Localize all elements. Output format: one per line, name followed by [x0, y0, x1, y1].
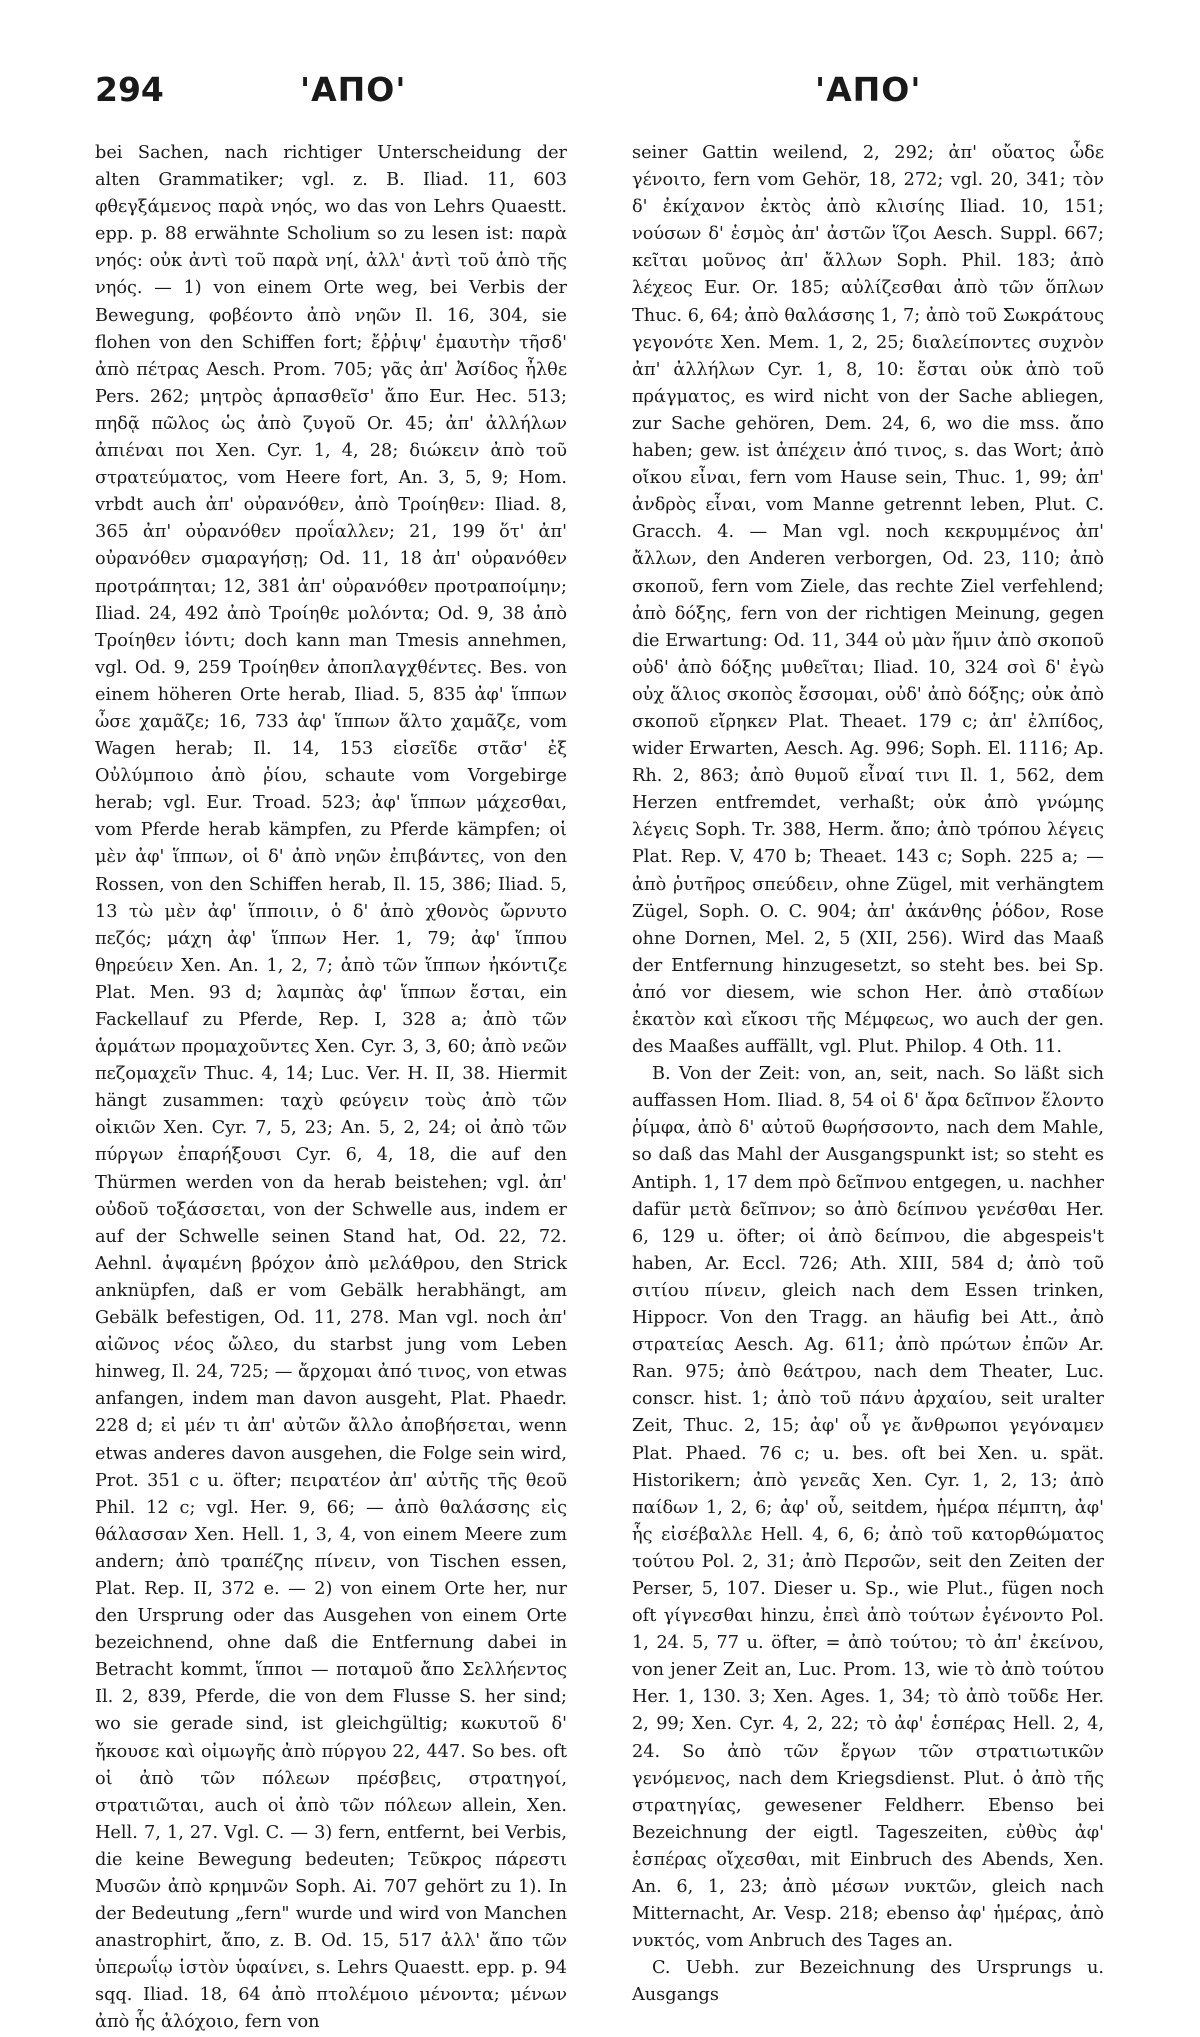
- page-header: [95, 70, 1105, 120]
- guide-word-left: 'ΑΠΟ': [300, 70, 407, 109]
- left-column-paragraph: bei Sachen, nach richtiger Unterscheidung der alten Grammatiker; vgl. z. B. Iliad. 11, 603 φθεγξάμενος παρὰ νηός, wo das von Lehrs Quaestt. epp. p. 88 erwähnte Scholium so zu lesen ist: παρὰ νηός: οὐκ ἀντὶ τοῦ παρὰ νηί, ἀλλ' ἀντὶ τοῦ ἀπὸ τῆς νηός. — 1) von einem Orte weg, bei Verbis der Bewegung, φοβέοντο ἀπὸ νηῶν Il. 16, 304, sie flohen von den Schiffen fort; ἔῤῥιψ' ἐμαυτὴν τῆσδ' ἀπὸ πέτρας Aesch. Prom. 705; γᾶς ἀπ' Ἀσίδος ἦλθε Pers. 262; μητρὸς ἁρπασθεῖσ' ἄπο Eur. Hec. 513; πηδᾷ πῶλος ὡς ἀπὸ ζυγοῦ Or. 45; ἀπ' ἀλλήλων ἀπιέναι ποι Xen. Cyr. 1, 4, 28; διώκειν ἀπὸ τοῦ στρατεύματος, vom Heere fort, An. 3, 5, 9; Hom. vrbdt auch ἀπ' οὐρανόθεν, ἀπὸ Τροίηθεν: Iliad. 8, 365 ἀπ' οὐρανόθεν προΐαλλεν; 21, 199 ὅτ' ἀπ' οὐρανόθεν σμαραγήσῃ; Od. 11, 18 ἀπ' οὐρανόθεν προτράπηται; 12, 381 ἀπ' οὐρανόθεν προτραποίμην; Iliad. 24, 492 ἀπὸ Τροίηθε μολόντα; Od. 9, 38 ἀπὸ Τροίηθεν ἰόντι; doch kann man Tmesis annehmen, vgl. Od. 9, 259 Τροίηθεν ἀποπλαγχθέντες. Bes. von einem höheren Orte herab, Iliad. 5, 835 ἀφ' ἵππων ὦσε χαμᾶζε; 16, 733 ἀφ' ἵππων ἅλτο χαμᾶζε, vom Wagen herab; Il. 14, 153 εἰσεῖδε στᾶσ' ἐξ Οὐλύμποιο ἀπὸ ῥίου, schaute vom Vorgebirge herab; vgl. Eur. Troad. 523; ἀφ' ἵππων μάχεσθαι, vom Pferde herab kämpfen, zu Pferde kämpfen; οἱ μὲν ἀφ' ἵππων, οἱ δ' ἀπὸ νηῶν ἐπιβάντες, von den Rossen, von den Schiffen herab, Il. 15, 386; Iliad. 5, 13 τὼ μὲν ἀφ' ἵπποιιν, ὁ δ' ἀπὸ χθονὸς ὤρνυτο πεζός; μάχη ἀφ' ἵππων Her. 1, 79; ἀφ' ἵππου θηρεύειν Xen. An. 1, 2, 7; ἀπὸ τῶν ἵππων ἠκόντιζε Plat. Men. 93 d; λαμπὰς ἀφ' ἵππων ἔσται, ein Fackellauf zu Pferde, Rep. I, 328 a; ἀπὸ τῶν ἁρμάτων προμαχοῦντες Xen. Cyr. 3, 3, 60; ἀπὸ νεῶν πεζομαχεῖν Thuc. 4, 14; Luc. Ver. H. II, 38. Hiermit hängt zusammen: ταχὺ φεύγειν τοὺς ἀπὸ τῶν οἰκιῶν Xen. Cyr. 7, 5, 23; An. 5, 2, 24; οἱ ἀπὸ τῶν πύργων ἐπαρήξουσι Cyr. 6, 4, 18, die auf den Thürmen werden von da herab beistehen; vgl. ἀπ' οὐδοῦ τοξάσσεται, von der Schwelle aus, indem er auf der Schwelle seinen Stand hat, Od. 22, 72. Aehnl. ἁψαμένη βρόχον ἀπὸ μελάθρου, den Strick anknüpfen, daß er vom Gebälk herabhängt, am Gebälk befestigen, Od. 11, 278. Man vgl. noch ἀπ' αἰῶνος νέος ὤλεο, du starbst jung vom Leben hinweg, Il. 24, 725; — ἄρχομαι ἀπό τινος, von etwas anfangen, indem man davon ausgeht, Plat. Phaedr. 228 d; εἰ μέν τι ἀπ' αὐτῶν ἄλλο ἀποβήσεται, wenn etwas anderes davon ausgehen, die Folge sein wird, Prot. 351 c u. öfter; πειρατέον ἀπ' αὐτῆς τῆς θεοῦ Phil. 12 c; vgl. Her. 9, 66; — ἀπὸ θαλάσσης εἰς θάλασσαν Xen. Hell. 1, 3, 4, von einem Meere zum andern; ἀπὸ τραπέζης πίνειν, von Tischen essen, Plat. Rep. II, 372 e. — 2) von einem Orte her, nur den Ursprung oder das Ausgehen von einem Orte bezeichnend, ohne daß die Entfernung dabei in Betracht kommt, ἵπποι — ποταμοῦ ἄπο Σελλήεντος Il. 2, 839, Pferde, die von dem Flusse S. her sind; wo sie gerade sind, ist gleichgültig; κωκυτοῦ δ' ἤκουσε καὶ οἰμωγῆς ἀπὸ πύργου 22, 447. So bes. oft οἱ ἀπὸ τῶν πόλεων πρέσβεις, στρατηγοί, στρατιῶται, auch οἱ ἀπὸ τῶν πόλεων allein, Xen. Hell. 7, 1, 27. Vgl. C. — 3) fern, entfernt, bei Verbis, die keine Bewegung bedeuten; Τεῦκρος πάρεστι Μυσῶν ἀπὸ κρημνῶν Soph. Ai. 707 gehört zu 1). In der Bedeutung „fern" wurde und wird von Manchen anastrophirt, ἄπο, z. B. Od. 15, 517 ἀλλ' ἄπο τῶν ὑπερωΐῳ ἱστὸν ὑφαίνει, s. Lehrs Quaestt. epp. p. 94 sqq. Iliad. 18, 64 ἀπὸ πτολέμοιο μένοντα; μένων ἀπὸ ἧς ἀλόχοιο, fern von: [95, 143, 567, 2033]
- page-number: 294: [95, 70, 164, 109]
- left-column: [95, 140, 567, 2033]
- right-column: [632, 140, 1104, 2006]
- guide-word-right: 'ΑΠΟ': [815, 70, 922, 109]
- section-b-paragraph: B. Von der Zeit: von, an, seit, nach. So läßt sich auffassen Hom. Iliad. 8, 54 οἱ δ' ἄρα δεῖπνον ἕλοντο ῥίμφα, ἀπὸ δ' αὐτοῦ θωρήσσοντο, nach dem Mahle, so daß das Mahl der Ausgangspunkt ist; so steht es Antiph. 1, 17 dem πρὸ δεῖπνου entgegen, u. nachher dafür μετὰ δεῖπνον; so ἀπὸ δείπνου γενέσθαι Her. 6, 129 u. öfter; οἱ ἀπὸ δείπνου, die abgespeis't haben, Ar. Eccl. 726; Ath. XIII, 584 d; ἀπὸ τοῦ σιτίου πίνειν, gleich nach dem Essen trinken, Hippocr. Von den Tragg. an häufig bei Att., ἀπὸ στρατείας Aesch. Ag. 611; ἀπὸ πρώτων ἐπῶν Ar. Ran. 975; ἀπὸ θεάτρου, nach dem Theater, Luc. conscr. hist. 1; ἀπὸ τοῦ πάνυ ἀρχαίου, seit uralter Zeit, Thuc. 2, 15; ἀφ' οὗ γε ἄνθρωποι γεγόναμεν Plat. Phaed. 76 c; u. bes. oft bei Xen. u. spät. Historikern; ἀπὸ γενεᾶς Xen. Cyr. 1, 2, 13; ἀπὸ παίδων 1, 2, 6; ἀφ' οὗ, seitdem, ἡμέρα πέμπτη, ἀφ' ἧς εἰσέβαλλε Hell. 4, 6, 6; ἀπὸ τοῦ κατορθώματος τούτου Pol. 2, 31; ἀπὸ Περσῶν, seit den Zeiten der Perser, 5, 107. Dieser u. Sp., wie Plut., fügen noch oft γίγνεσθαι hinzu, ἐπεὶ ἀπὸ τούτων ἐγένοντο Pol. 1, 24. 5, 77 u. öfter, = ἀπὸ τούτου; τὸ ἀπ' ἐκείνου, von jener Zeit an, Luc. Prom. 13, wie τὸ ἀπὸ τούτου Her. 1, 130. 3; Xen. Ages. 1, 34; τὸ ἀπὸ τοῦδε Her. 2, 99; Xen. Cyr. 4, 2, 22; τὸ ἀφ' ἑσπέρας Hell. 2, 4, 24. So ἀπὸ τῶν ἔργων τῶν στρατιωτικῶν γενόμενος, nach dem Kriegsdienst. Plut. ὁ ἀπὸ τῆς στρατηγίας, gewesener Feldherr. Ebenso bei Bezeichnung der eigtl. Tageszeiten, εὐθὺς ἀφ' ἑσπέρας οἴχεσθαι, mit Einbruch des Abends, Xen. An. 6, 1, 23; ἀπὸ μέσων νυκτῶν, gleich nach Mitternacht, Ar. Vesp. 218; ebenso ἀφ' ἡμέρας, ἀπὸ νυκτός, vom Anbruch des Tages an.: [632, 1064, 1104, 1952]
- right-column-paragraph-continuation: seiner Gattin weilend, 2, 292; ἀπ' οὔατος ὧδε γένοιτο, fern vom Gehör, 18, 272; vgl. 20, 341; τὸν δ' ἐκίχανον ἐκτὸς ἀπὸ κλισίης Iliad. 10, 151; νούσων δ' ἑσμὸς ἀπ' ἀστῶν ἵζοι Aesch. Suppl. 667; κεῖται μοῦνος ἀπ' ἄλλων Soph. Phil. 183; ἀπὸ λέχεος Eur. Or. 185; αὐλίζεσθαι ἀπὸ τῶν ὅπλων Thuc. 6, 64; ἀπὸ θαλάσσης 1, 7; ἀπὸ τοῦ Σωκράτους γεγονότε Xen. Mem. 1, 2, 25; διαλείποντες συχνὸν ἀπ' ἀλλήλων Cyr. 1, 8, 10: ἔσται οὐκ ἀπὸ τοῦ πράγματος, es wird nicht von der Sache abliegen, zur Sache gehören, Dem. 24, 6, wo die mss. ἄπο haben; gew. ist ἀπέχειν ἀπό τινος, s. das Wort; ἀπὸ οἴκου εἶναι, fern vom Hause sein, Thuc. 1, 99; ἀπ' ἀνδρὸς εἶναι, vom Manne getrennt leben, Plut. C. Gracch. 4. — Man vgl. noch κεκρυμμένος ἀπ' ἄλλων, den Anderen verborgen, Od. 23, 110; ἀπὸ σκοποῦ, fern vom Ziele, das rechte Ziel verfehlend; ἀπὸ δόξης, fern von der richtigen Meinung, gegen die Erwartung: Od. 11, 344 οὐ μὰν ἥμιν ἀπὸ σκοποῦ οὐδ' ἀπὸ δόξης μυθεῖται; Iliad. 10, 324 σοὶ δ' ἐγὼ οὐχ ἅλιος σκοπὸς ἔσσομαι, οὐδ' ἀπὸ δόξης; οὐκ ἀπὸ σκοποῦ εἴρηκεν Plat. Theaet. 179 c; ἀπ' ἐλπίδος, wider Erwarten, Aesch. Ag. 996; Soph. El. 1116; Ap. Rh. 2, 863; ἀπὸ θυμοῦ εἶναί τινι Il. 1, 562, dem Herzen entfremdet, verhaßt; οὐκ ἀπὸ γνώμης λέγεις Soph. Tr. 388, Herm. ἄπο; ἀπὸ τρόπου λέγεις Plat. Rep. V, 470 b; Theaet. 143 c; Soph. 225 a; — ἀπὸ ῥυτῆρος σπεύδειν, ohne Zügel, mit verhängtem Zügel, Soph. O. C. 904; ἀπ' ἀκάνθης ῥόδον, Rose ohne Dornen, Mel. 2, 5 (XII, 256). Wird das Maaß der Entfernung hinzugesetzt, so steht bes. bei Sp. ἀπό vor diesem, wie schon Her. ἀπὸ σταδίων ἑκατὸν καὶ εἴκοσι τῆς Μέμφεως, wo auch der gen. des Maaßes auffällt, vgl. Plut. Philop. 4 Oth. 11.: [632, 143, 1104, 1058]
- section-c-paragraph: C. Uebh. zur Bezeichnung des Ursprungs u. Ausgangs: [632, 1958, 1104, 2006]
